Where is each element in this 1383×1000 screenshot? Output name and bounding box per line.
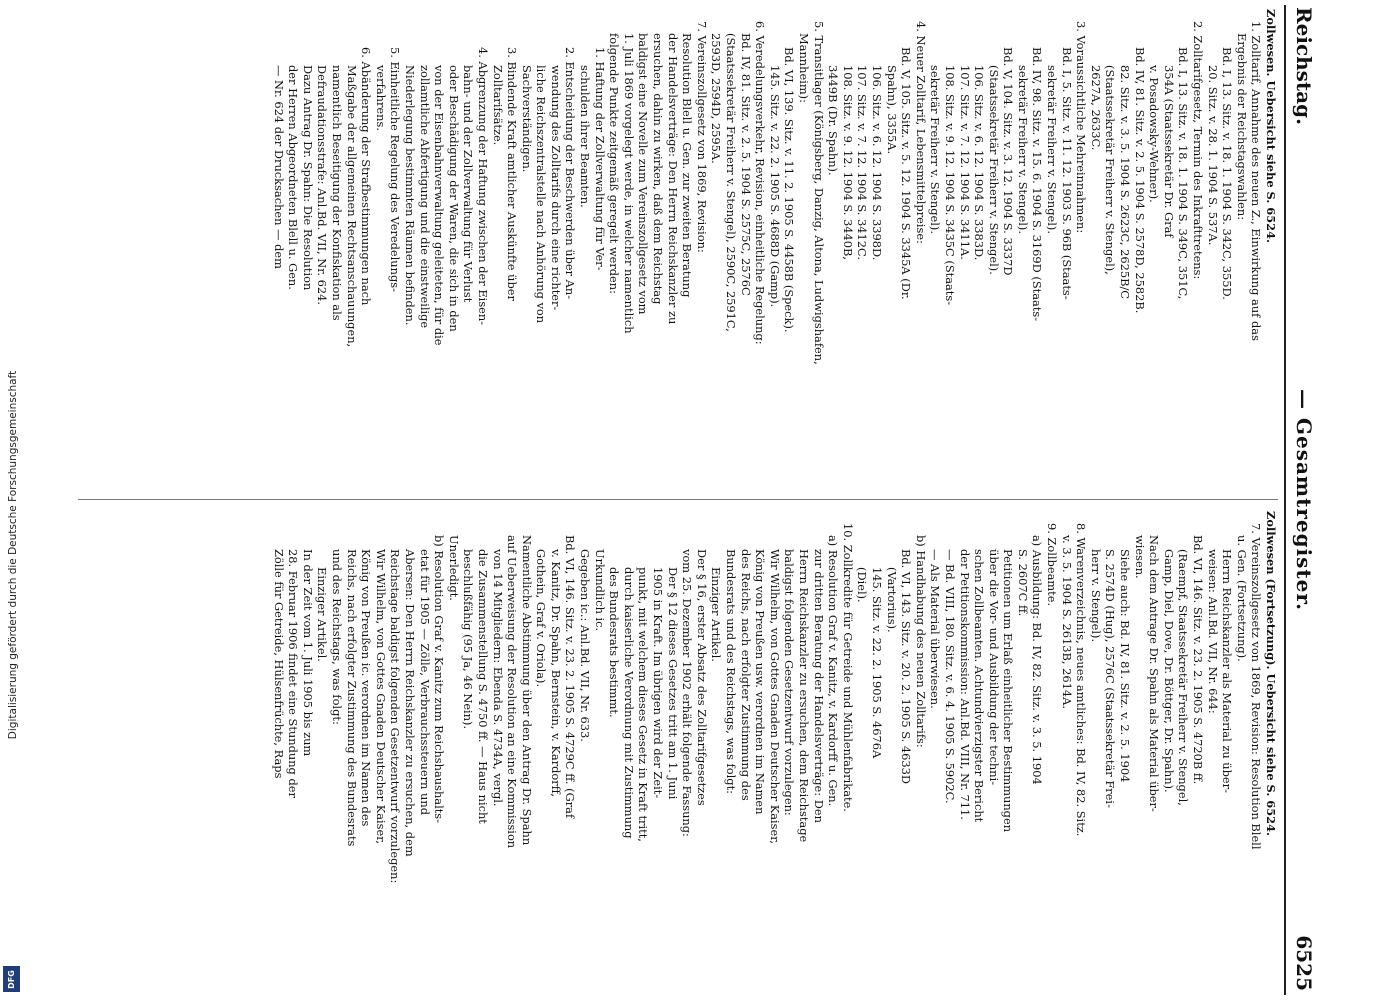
register-line: baldigst folgenden Gesetzentwurf vorzulegen: bbox=[782, 549, 797, 816]
register-line: zollamtliche Abfertigung und die einstweilige bbox=[417, 65, 432, 329]
register-line: 1. Haftung der Zollverwaltung für Ver- bbox=[592, 47, 607, 271]
register-line: oder Beschädigung der Waren, die sich in den bbox=[446, 65, 461, 332]
register-line: Bd. V, 104. Sitz. v. 3. 12. 1904 S. 3337D bbox=[1001, 47, 1016, 276]
register-line: 5. Transitlager (Königsberg, Danzig, Altona, Ludwigshafen, bbox=[811, 21, 826, 365]
register-line: sekretär Freiherr v. Stengel). bbox=[928, 65, 943, 234]
register-line: Mannheim): bbox=[797, 33, 811, 103]
register-line: Defraudationsstrafe: Anl.Bd. VII, Nr. 624. bbox=[315, 65, 330, 306]
register-line: der Petitionskommission: Anl.Bd. VIII, Nr. 711. bbox=[957, 549, 972, 820]
register-line: 145. Sitz. v. 22. 2. 1905 S. 4676A bbox=[869, 567, 884, 759]
register-line: — Bd. VIII, 180. Sitz. v. 6. 4. 1905 S. 5902C. bbox=[942, 549, 957, 804]
register-line: punkt, mit welchem dieses Gesetz in Kraft tritt, bbox=[636, 567, 651, 842]
register-line: 28. Februar 1906 findet eine Stundung der bbox=[286, 549, 301, 798]
register-line: Petitionen um Erlaß einheitlicher Bestimmungen bbox=[1001, 549, 1016, 833]
register-line: 3449B (Dr. Spahn). bbox=[826, 65, 841, 176]
register-line: Bd. IV, 98. Sitz. v. 15. 6. 1904 S. 3169D (Staats- bbox=[1030, 47, 1045, 322]
register-line: Bd. VI, 139. Sitz. v. 11. 2. 1905 S. 4458B (Speck). bbox=[782, 47, 797, 333]
digitization-credit bbox=[5, 120, 21, 990]
register-line: Zolltarifsätze. bbox=[490, 65, 505, 146]
register-line: des Bundesrats bestimmt. bbox=[607, 567, 622, 718]
register-line: Niederlegung bestimmten Räumen befinden. bbox=[402, 65, 417, 326]
register-line: wendung des Zolltarifs durch eine richter- bbox=[548, 65, 563, 311]
register-line: 7. Vereinszollgesetz von 1869, Revision: Resolution Blell bbox=[1249, 523, 1264, 850]
right-column bbox=[78, 511, 1278, 991]
register-line: v. 3. 5. 1904 S. 2613B, 2614A. bbox=[1059, 535, 1074, 709]
register-line: die Zusammenstellung S. 4750 ff. — Haus nicht bbox=[475, 549, 490, 824]
register-line: b) Handhabung des neuen Zolltarifs: bbox=[913, 535, 928, 748]
register-line: vom 25. Dezember 1902 erhält folgende Fassung: bbox=[680, 549, 695, 837]
register-line: 1905 in Kraft. Im übrigen wird der Zeit- bbox=[651, 567, 666, 799]
register-line: Wir Wilhelm, von Gottes Gnaden Deutscher Kaiser, bbox=[373, 549, 388, 845]
register-line: Bd. VI, 146. Sitz. v. 23. 2. 1905 S. 4729C ff. (Graf bbox=[563, 535, 578, 819]
register-line: König von Preußen usw. verordnen im Namen bbox=[753, 549, 768, 815]
register-line: Der § 16, erster Absatz des Zolltarifgesetzes bbox=[694, 549, 709, 806]
register-line: 82. Sitz. v. 3. 5. 1904 S. 2623C, 2625B/C bbox=[1118, 65, 1133, 300]
register-line: a) Ausbildung: Bd. IV, 82. Sitz. v. 3. 5. 1904 bbox=[1030, 535, 1045, 785]
register-line: der Herren Abgeordneten Blell u. Gen. bbox=[286, 65, 301, 290]
register-line: a) Resolution Graf v. Kanitz, v. Kardorff u. Gen. bbox=[826, 535, 841, 807]
register-line: etat für 1905 — Zölle, Verbrauchssteuern und bbox=[417, 549, 432, 815]
register-line: 9. Zollbeamte. bbox=[1045, 523, 1060, 607]
register-line: 1. Juli 1869 vorgelegt werde, in welcher namentlich bbox=[621, 33, 636, 334]
register-line: Herrn Reichskanzler zu ersuchen, dem Reichstage bbox=[797, 549, 811, 843]
register-line: Reichstage baldigst folgenden Gesetzentwurf vorzulegen: bbox=[388, 549, 403, 884]
register-line: u. Gen. (Fortsetzung). bbox=[1234, 535, 1249, 662]
register-line: 7. Vereinszollgesetz von 1869, Revision: bbox=[694, 21, 709, 253]
register-line: 8. Warenverzeichnis, neues amtliches: Bd. IV, 82. Sitz. bbox=[1074, 523, 1089, 837]
register-line: von der Eisenbahnverwaltung geleiteten, für die bbox=[432, 65, 447, 346]
register-line: Resolution Blell u. Gen. zur zweiten Beratung bbox=[680, 33, 695, 298]
register-line: über die Vor- und Ausbildung der techni- bbox=[986, 549, 1001, 786]
register-line: Der § 12 dieses Gesetzes tritt am 1. Juni bbox=[665, 567, 680, 800]
register-line: In der Zeit vom 1. Juli 1905 bis zum bbox=[300, 549, 315, 757]
register-line: des Reichs, nach erfolgter Zustimmung des bbox=[738, 549, 753, 801]
register-line: Bd. IV, 81. Sitz. v. 2. 5. 1904 S. 2578D, 2582B. bbox=[1132, 47, 1147, 314]
register-line: von 14 Mitgliedern: Ebenda S. 4734A, vergl. bbox=[490, 549, 505, 807]
register-line: v. Kanitz, Dr. Spahn, Bernstein, v. Kardorff, bbox=[548, 549, 563, 798]
register-line: Gegeben ic.: Anl.Bd. VII, Nr. 633. bbox=[578, 549, 593, 742]
register-line: Abersen: Den Herrn Reichskanzler zu ersuchen, dem bbox=[402, 549, 417, 857]
register-line: schen Zollbeamten. Achtundvierzigster Bericht bbox=[972, 549, 987, 823]
register-line: 6. Veredelungsverkehr, Revision, einheitliche Regelung: bbox=[753, 21, 768, 345]
register-line: 106. Sitz. v. 6. 12. 1904 S. 3383D. bbox=[972, 65, 987, 261]
register-line: zur dritten Beratung der Handelsverträge: Den bbox=[811, 549, 826, 823]
register-line: schulden ihrer Beamten. bbox=[578, 65, 593, 208]
rotated-page-content bbox=[66, 5, 1326, 995]
register-line: (Staatssekretär Freiherr v. Stengel), 2590C, 2591C, bbox=[724, 33, 739, 332]
register-line: v. Posadowsky-Wehner). bbox=[1147, 65, 1162, 203]
dfg-logo bbox=[3, 966, 20, 992]
register-line: Urkundlich ic. bbox=[592, 549, 607, 632]
register-line: — Nr. 624 der Drucksachen — dem bbox=[271, 65, 286, 269]
register-line: Bundesrats und des Reichstags, was folgt: bbox=[724, 549, 739, 794]
register-line: 6. Abänderung der Strafbestimmungen nach bbox=[359, 47, 374, 306]
register-line: Unerledigt. bbox=[446, 535, 461, 601]
register-line: (Raempf, Staatssekretär Freiherr v. Stengel, bbox=[1176, 549, 1191, 806]
register-line: Sachverständigen. bbox=[519, 65, 534, 173]
register-line: Bd. V, 105. Sitz. v. 5. 12. 1904 S. 3345A (Dr. bbox=[899, 47, 914, 300]
register-line: Spahn), 3355A. bbox=[884, 65, 899, 155]
register-line: 354A (Staatssekretär Dr. Graf bbox=[1161, 65, 1176, 238]
register-line: wiesen. bbox=[1132, 535, 1147, 579]
register-line: folgende Punkte zeitgemäß geregelt werden: bbox=[607, 33, 622, 294]
register-line: Dazu Antrag Dr. Spahn: Die Resolution bbox=[300, 65, 315, 291]
register-line: liche Reichszentralstelle nach Anhörung von bbox=[534, 65, 549, 324]
header-left: Reichstag. bbox=[1292, 7, 1316, 126]
register-line: 106. Sitz. v. 6. 12. 1904 S. 3398D. bbox=[869, 65, 884, 261]
register-line: Einziger Artikel. bbox=[709, 567, 724, 662]
register-line: 2. Entscheidung der Beschwerden über An- bbox=[563, 47, 578, 300]
register-line: S. 2607C ff. bbox=[1015, 549, 1030, 617]
register-line: Siehe auch: Bd. IV, 81. Sitz. v. 2. 5. 1904 bbox=[1118, 549, 1133, 783]
register-line: b) Resolution Graf v. Kanitz zum Reichshaushalts- bbox=[432, 535, 447, 823]
register-line: Bd. VI, 146. Sitz. v. 23. 2. 1905 S. 4720B ff. bbox=[1191, 535, 1206, 785]
register-line: Bd. I, 13. Sitz. v. 18. 1. 1904 S. 349C, 351C, bbox=[1176, 47, 1191, 300]
credit-text: Digitalisierung gefördert durch die Deutsche Forschungsgemeinschaft bbox=[7, 370, 19, 740]
register-line: 3. Voraussichtliche Mehreinnahmen: bbox=[1074, 21, 1089, 234]
register-line: 108. Sitz. v. 9. 12. 1904 S. 3435C (Staats- bbox=[942, 65, 957, 306]
register-line: ersuchen, dahin zu wirken, daß dem Reichstag bbox=[651, 33, 666, 305]
left-column bbox=[78, 9, 1278, 487]
register-line: Gamp, Diel, Dove, Dr. Böttger, Dr. Spahn). bbox=[1161, 549, 1176, 793]
register-line: — Als Material überwiesen. bbox=[928, 549, 943, 709]
register-line: 10. Zollkredite für Getreide und Mühlenfabrikate. bbox=[840, 523, 855, 812]
page-number: 6525 bbox=[1292, 935, 1316, 991]
register-line: (Vartorius). bbox=[884, 567, 899, 633]
register-line: verfahrens. bbox=[373, 65, 388, 131]
register-line: Gothein, Graf v. Oriola). bbox=[534, 549, 549, 688]
register-line: Zollwesen (Fortsetzung). Uebersicht siehe S. 6524. bbox=[1264, 511, 1278, 836]
register-line: Nach dem Antrage Dr. Spahn als Material über- bbox=[1147, 535, 1162, 812]
register-line: 2593D, 2594D, 2595A. bbox=[709, 33, 724, 164]
register-line: Bd. IV, 81. Sitz. v. 2. 5. 1904 S. 2575C, 2576C bbox=[738, 33, 753, 296]
page-header bbox=[1284, 5, 1326, 995]
register-line: 4. Abgrenzung der Haftung zwischen der Eisen- bbox=[475, 47, 490, 326]
register-line: 2. Zolltarifgesetz, Termin des Inkrafttretens: bbox=[1191, 21, 1206, 280]
header-title: — Gesamtregister. bbox=[1292, 388, 1316, 612]
register-line: Zölle für Getreide, Hülsenfrüchte, Raps bbox=[271, 549, 286, 779]
register-line: (Diel). bbox=[855, 567, 870, 603]
register-line: S. 2574D (Hug), 2576C (Staatssekretär Frei- bbox=[1103, 549, 1118, 808]
register-line: 4. Neuer Zolltarif, Lebensmittelpreise: bbox=[913, 21, 928, 244]
register-line: Einziger Artikel. bbox=[315, 567, 330, 662]
register-line: 145. Sitz. v. 22. 2. 1905 S. 4688D (Gamp). bbox=[767, 65, 782, 308]
register-line: 107. Sitz. v. 7. 12. 1904 S. 3412C. bbox=[855, 65, 870, 260]
register-line: baldigst eine Novelle zum Vereinszollgesetz vom bbox=[636, 33, 651, 315]
register-line: Reichs, nach erfolgter Zustimmung des Bundesrats bbox=[344, 549, 359, 847]
register-line: Ergebnis der Reichstagswahlen: bbox=[1234, 33, 1249, 221]
register-line: 107. Sitz. v. 7. 12. 1904 S. 3411A. bbox=[957, 65, 972, 260]
register-line: Bd. I, 5. Sitz. v. 11. 12. 1903 S. 96B (Staats- bbox=[1059, 47, 1074, 300]
register-line: Bd. VI, 143. Sitz. v. 20. 2. 1905 S. 4633D bbox=[899, 549, 914, 785]
register-line: sekretär Freiherr v. Stengel). bbox=[1045, 65, 1060, 234]
register-line: Namentliche Abstimmung über den Antrag Dr. Spahn bbox=[519, 535, 534, 846]
register-line: Maßgabe der allgemeinen Rechtsanschauungen, bbox=[344, 65, 359, 348]
register-line: Herrn Reichskanzler als Material zu über- bbox=[1220, 549, 1235, 793]
register-line: weisen: Anl.Bd. VII, Nr. 644: bbox=[1205, 549, 1220, 714]
register-line: Bd. I, 13. Sitz. v. 18. 1. 1904 S. 342C, 355D. bbox=[1220, 47, 1235, 300]
register-line: beschlußfähig (95 Ja, 46 Nein). bbox=[461, 549, 476, 730]
register-line: der Handelsverträge: Den Herrn Reichskanzler zu bbox=[665, 33, 680, 325]
register-line: durch kaiserliche Verordnung mit Zustimmung bbox=[621, 567, 636, 839]
register-line: namentlich Beseitigung der Konfiskation als bbox=[330, 65, 344, 321]
register-line: 3. Bindende Kraft amtlicher Auskünfte über bbox=[505, 47, 520, 301]
dfg-logo-text: DFG bbox=[7, 969, 17, 989]
register-line: (Staatssekretär Freiherr v. Stengel). bbox=[986, 65, 1001, 275]
register-line: 20. Sitz. v. 28. 1. 1904 S. 537A. bbox=[1205, 65, 1220, 246]
register-line: König von Preußen ic. verordnen im Namen des bbox=[359, 549, 374, 827]
register-line: 2627A, 2633C. bbox=[1088, 65, 1103, 151]
register-line: bahn- und der Zollverwaltung für Verlust bbox=[461, 65, 476, 303]
register-line: 5. Einheitliche Regelung des Veredelungs- bbox=[388, 47, 403, 292]
register-line: 1. Zolltarif, Annahme des neuen Z., Einwirkung auf das bbox=[1249, 21, 1264, 341]
register-line: 108. Sitz. v. 9. 12. 1904 S. 3440B, bbox=[840, 65, 855, 261]
register-line: Zollwesen. Uebersicht siehe S. 6524. bbox=[1264, 9, 1278, 243]
register-line: und des Reichstags, was folgt: bbox=[330, 549, 344, 725]
column-divider bbox=[78, 499, 1278, 500]
register-line: Wir Wilhelm, von Gottes Gnaden Deutscher Kaiser, bbox=[767, 549, 782, 845]
register-line: (Staatssekretär Freiherr v. Stengel), bbox=[1103, 65, 1118, 275]
register-line: auf Ueberweisung der Resolution an eine Kommission bbox=[505, 535, 520, 849]
register-line: sekretär Freiherr v. Stengel). bbox=[1015, 65, 1030, 234]
register-line: herr v. Stengel). bbox=[1088, 549, 1103, 643]
